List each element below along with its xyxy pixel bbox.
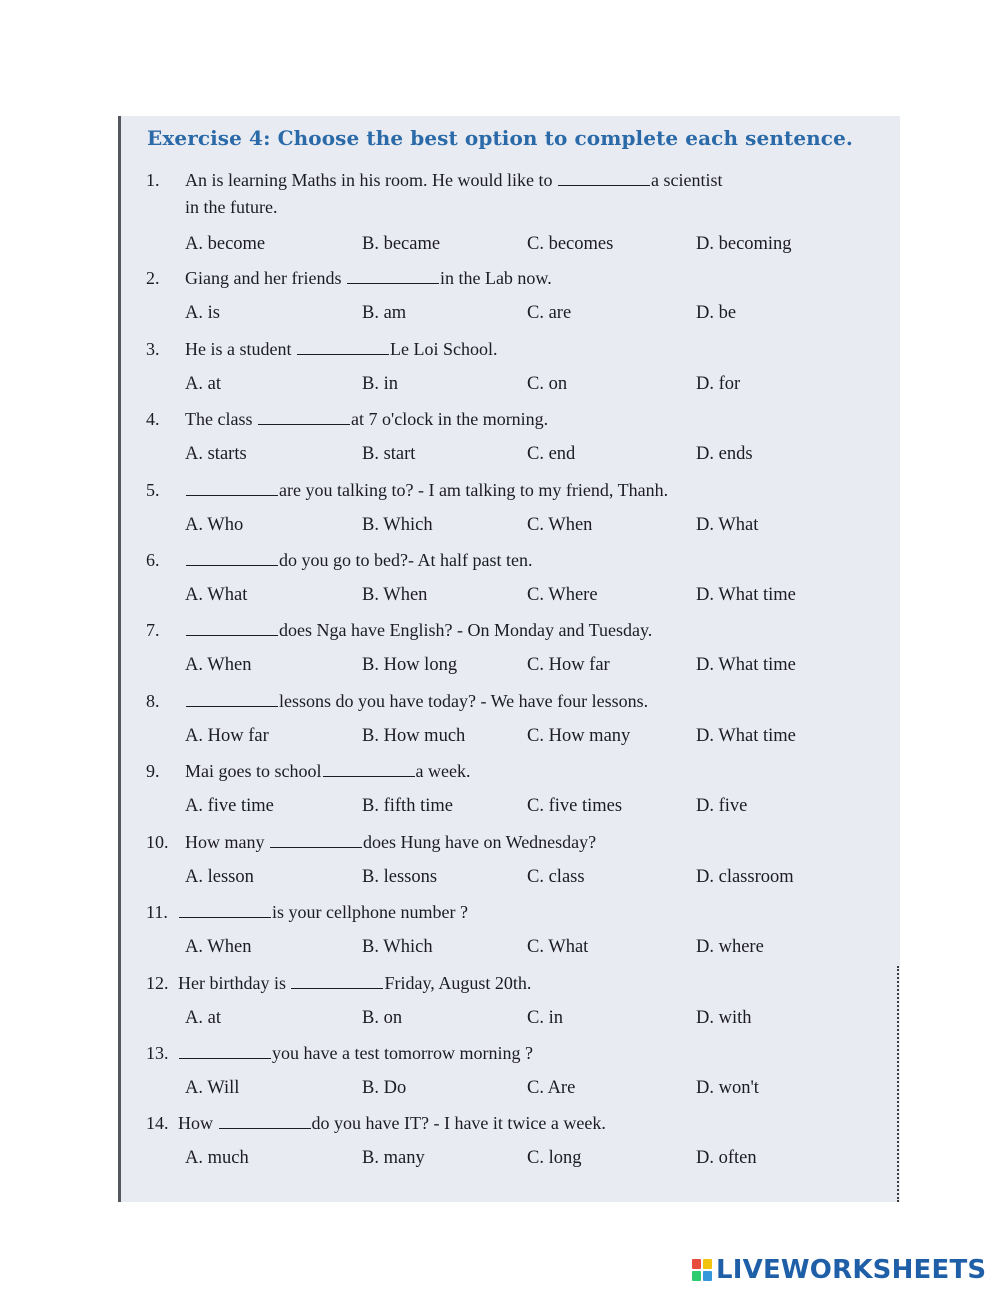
- option-a[interactable]: A. starts: [185, 444, 247, 464]
- options-row: [0, 374, 1000, 400]
- question-text: [178, 902, 468, 923]
- question-number: 4.: [146, 409, 160, 429]
- option-c[interactable]: C. How many: [527, 726, 631, 746]
- answer-blank[interactable]: [219, 1127, 311, 1129]
- option-a[interactable]: A. lesson: [185, 867, 254, 887]
- option-b[interactable]: B. Which: [362, 515, 433, 535]
- answer-blank[interactable]: [297, 353, 389, 355]
- question-text: [185, 761, 470, 782]
- question-4: [0, 409, 1000, 439]
- option-b[interactable]: B. am: [362, 303, 407, 323]
- option-b[interactable]: B. fifth time: [362, 796, 453, 816]
- question-text: [185, 339, 497, 360]
- question-number: 11.: [146, 902, 168, 922]
- option-d[interactable]: D. be: [696, 303, 737, 323]
- option-b[interactable]: B. on: [362, 1008, 403, 1028]
- question-number: 9.: [146, 761, 160, 781]
- option-a[interactable]: A. When: [185, 937, 252, 957]
- option-c[interactable]: C. What: [527, 937, 589, 957]
- question-2: [0, 268, 1000, 298]
- option-c[interactable]: C. on: [527, 374, 568, 394]
- question-number: 14.: [146, 1113, 169, 1133]
- question-number: 1.: [146, 170, 160, 190]
- question-text-after: lessons do you have today? - We have four lessons.: [279, 691, 649, 711]
- option-c[interactable]: C. Where: [527, 585, 598, 605]
- answer-blank[interactable]: [186, 705, 278, 707]
- option-c[interactable]: C. How far: [527, 655, 610, 675]
- answer-blank[interactable]: [186, 634, 278, 636]
- question-text: [185, 268, 552, 289]
- question-9: [0, 761, 1000, 791]
- question-text-after: Friday, August 20th.: [384, 973, 532, 993]
- option-b[interactable]: B. How much: [362, 726, 466, 746]
- question-text-after: does Hung have on Wednesday?: [363, 832, 597, 852]
- question-text-after: you have a test tomorrow morning ?: [272, 1043, 533, 1063]
- question-13: [0, 1043, 1000, 1073]
- question-text-after: a scientist: [650, 170, 723, 190]
- option-a[interactable]: A. What: [185, 585, 248, 605]
- option-d[interactable]: D. classroom: [696, 867, 794, 887]
- question-text-after: at 7 o'clock in the morning.: [350, 409, 549, 429]
- answer-blank[interactable]: [558, 184, 650, 186]
- question-text: [185, 409, 548, 430]
- question-number: 3.: [146, 339, 160, 359]
- option-c[interactable]: C. end: [527, 444, 576, 464]
- logo-square-1: [692, 1259, 701, 1269]
- question-number: 6.: [146, 550, 160, 570]
- option-a[interactable]: A. When: [185, 655, 252, 675]
- logo-square-3: [692, 1271, 701, 1281]
- option-b[interactable]: B. Do: [362, 1078, 407, 1098]
- option-a[interactable]: A. at: [185, 374, 221, 394]
- option-b[interactable]: B. How long: [362, 655, 458, 675]
- option-a[interactable]: A. become: [185, 234, 266, 254]
- option-b[interactable]: B. Which: [362, 937, 433, 957]
- question-3: [0, 339, 1000, 369]
- option-c[interactable]: C. When: [527, 515, 593, 535]
- answer-blank[interactable]: [186, 564, 278, 566]
- option-b[interactable]: B. start: [362, 444, 416, 464]
- question-text-after: do you have IT? - I have it twice a week.: [311, 1113, 606, 1133]
- option-c[interactable]: C. class: [527, 867, 585, 887]
- question-text: [185, 170, 722, 191]
- option-d[interactable]: D. for: [696, 374, 741, 394]
- question-12: [0, 973, 1000, 1003]
- question-text: [185, 550, 532, 571]
- options-row: [0, 1008, 1000, 1034]
- exercise-title: Exercise 4: Choose the best option to complete each sentence.: [147, 126, 853, 150]
- answer-blank[interactable]: [179, 916, 271, 918]
- logo-square-4: [703, 1271, 712, 1281]
- answer-blank[interactable]: [270, 846, 362, 848]
- option-b[interactable]: B. many: [362, 1148, 425, 1168]
- option-c[interactable]: C. are: [527, 303, 572, 323]
- question-text-after: in the Lab now.: [439, 268, 552, 288]
- options-row: [0, 796, 1000, 822]
- question-number: 13.: [146, 1043, 169, 1063]
- answer-blank[interactable]: [186, 494, 278, 496]
- question-text: [185, 832, 596, 853]
- option-a[interactable]: A. is: [185, 303, 220, 323]
- question-text-after: a week.: [415, 761, 471, 781]
- option-d[interactable]: D. What time: [696, 585, 796, 605]
- question-text-before: Giang and her friends: [185, 268, 346, 288]
- option-c[interactable]: C. five times: [527, 796, 623, 816]
- options-row: [0, 1078, 1000, 1104]
- question-text-before: He is a student: [185, 339, 296, 359]
- logo-square-2: [703, 1259, 712, 1269]
- options-row: [0, 937, 1000, 963]
- option-c[interactable]: C. in: [527, 1008, 563, 1028]
- question-6: [0, 550, 1000, 580]
- options-row: [0, 867, 1000, 893]
- option-d[interactable]: D. often: [696, 1148, 757, 1168]
- options-row: [0, 1148, 1000, 1174]
- answer-blank[interactable]: [323, 775, 415, 777]
- option-c[interactable]: C. long: [527, 1148, 582, 1168]
- question-text: [178, 1113, 606, 1134]
- question-text: [185, 620, 652, 641]
- options-row: [0, 585, 1000, 611]
- question-text-continued: in the future.: [185, 197, 278, 217]
- logo-grid-icon: [692, 1259, 712, 1281]
- option-d[interactable]: D. where: [696, 937, 764, 957]
- options-row: [0, 444, 1000, 470]
- question-text-after: Le Loi School.: [389, 339, 498, 359]
- answer-blank[interactable]: [347, 282, 439, 284]
- question-number: 12.: [146, 973, 169, 993]
- question-text: [185, 480, 668, 501]
- option-d[interactable]: D. won't: [696, 1078, 759, 1098]
- option-b[interactable]: B. became: [362, 234, 441, 254]
- question-14: [0, 1113, 1000, 1143]
- question-number: 8.: [146, 691, 160, 711]
- option-d[interactable]: D. ends: [696, 444, 753, 464]
- options-row: [0, 234, 1000, 260]
- answer-blank[interactable]: [179, 1057, 271, 1059]
- question-number: 10.: [146, 832, 169, 852]
- option-a[interactable]: A. five time: [185, 796, 274, 816]
- options-row: [0, 726, 1000, 752]
- option-d[interactable]: D. with: [696, 1008, 752, 1028]
- option-b[interactable]: B. lessons: [362, 867, 438, 887]
- question-text: [178, 973, 531, 994]
- question-text-before: An is learning Maths in his room. He would like to: [185, 170, 557, 190]
- options-row: [0, 515, 1000, 541]
- liveworksheets-logo[interactable]: [692, 1255, 986, 1285]
- question-text: [178, 1043, 533, 1064]
- option-a[interactable]: A. Who: [185, 515, 244, 535]
- question-text-before: How: [178, 1113, 218, 1133]
- question-text-after: are you talking to? - I am talking to my friend, Thanh.: [279, 480, 669, 500]
- question-number: 5.: [146, 480, 160, 500]
- answer-blank[interactable]: [291, 987, 383, 989]
- question-number: 2.: [146, 268, 160, 288]
- options-row: [0, 303, 1000, 329]
- option-b[interactable]: B. When: [362, 585, 428, 605]
- question-text-before: How many: [185, 832, 269, 852]
- question-text-before: The class: [185, 409, 257, 429]
- question-text-after: is your cellphone number ?: [272, 902, 468, 922]
- option-a[interactable]: A. Will: [185, 1078, 240, 1098]
- options-row: [0, 655, 1000, 681]
- question-text-after: does Nga have English? - On Monday and Tuesday.: [279, 620, 653, 640]
- option-d[interactable]: D. becoming: [696, 234, 792, 254]
- option-d[interactable]: D. five: [696, 796, 748, 816]
- answer-blank[interactable]: [258, 423, 350, 425]
- question-11: [0, 902, 1000, 932]
- question-10: [0, 832, 1000, 862]
- question-number: 7.: [146, 620, 160, 640]
- option-a[interactable]: A. much: [185, 1148, 249, 1168]
- question-text: [185, 691, 648, 712]
- question-7: [0, 620, 1000, 650]
- option-c[interactable]: C. Are: [527, 1078, 576, 1098]
- option-c[interactable]: C. becomes: [527, 234, 614, 254]
- question-8: [0, 691, 1000, 721]
- option-a[interactable]: A. at: [185, 1008, 221, 1028]
- question-1: [0, 170, 1000, 217]
- question-text-after: do you go to bed?- At half past ten.: [279, 550, 533, 570]
- question-5: [0, 480, 1000, 510]
- option-d[interactable]: D. What time: [696, 726, 796, 746]
- question-text-before: Mai goes to school: [185, 761, 322, 781]
- option-b[interactable]: B. in: [362, 374, 398, 394]
- logo-text: LIVEWORKSHEETS: [716, 1255, 987, 1285]
- question-text-before: Her birthday is: [178, 973, 291, 993]
- option-a[interactable]: A. How far: [185, 726, 269, 746]
- option-d[interactable]: D. What time: [696, 655, 796, 675]
- option-d[interactable]: D. What: [696, 515, 759, 535]
